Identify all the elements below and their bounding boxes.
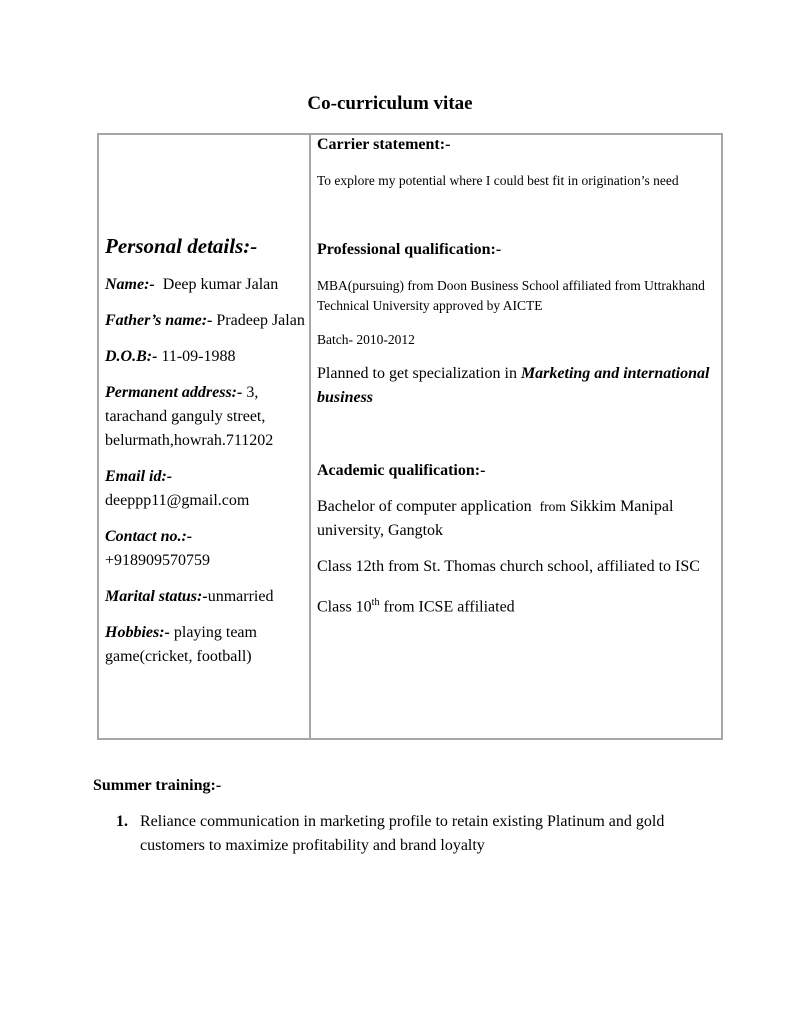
page-title: Co-curriculum vitae (307, 93, 473, 114)
class12-text: Class 12th from St. Thomas church school, affiliated to ISC (317, 558, 700, 575)
batch-text: Batch- 2010-2012 (317, 332, 415, 347)
summer-training-heading: Summer training:- (93, 777, 222, 794)
email-row (105, 465, 305, 513)
bca-from: from (539, 499, 566, 514)
list-item-number: 1. (116, 813, 128, 830)
address-label: Permanent address:- (105, 384, 243, 401)
career-heading: Carrier statement:- (317, 136, 451, 153)
hobbies-row (105, 621, 305, 669)
contact-label: Contact no.:- (105, 528, 193, 545)
column-divider (309, 133, 311, 740)
career-text: To explore my potential where I could best fit in origination’s need (317, 173, 679, 188)
class10-part-a: Class 10 (317, 598, 372, 616)
dob-row (105, 345, 305, 369)
hobbies-label: Hobbies:- (105, 624, 170, 641)
name-row (105, 273, 305, 297)
father-value: Pradeep Jalan (216, 312, 305, 329)
list-item (116, 810, 716, 858)
planned-emphasis: Marketing and international business (317, 365, 710, 406)
mba-text: MBA(pursuing) from Doon Business School affiliated from Uttrakhand Technical University approved by AICTE (317, 278, 705, 313)
name-label: Name:- (105, 276, 155, 293)
qualifications-column (317, 133, 717, 619)
father-label: Father’s name:- (105, 312, 213, 329)
class10-sup: th (371, 597, 380, 608)
name-value: Deep kumar Jalan (162, 276, 279, 293)
email-label: Email id:- (105, 468, 173, 485)
email-value: deeppp11@gmail.com (105, 492, 250, 509)
academic-heading: Academic qualification:- (317, 462, 486, 479)
bca-text (317, 495, 717, 543)
hobbies-value: playing team game(cricket, football) (105, 624, 257, 665)
summer-training-list (116, 810, 716, 858)
personal-details-heading: Personal details:- (105, 234, 258, 258)
address-value: 3, tarachand ganguly street, belurmath,howrah.711202 (105, 384, 274, 449)
contact-row (105, 525, 305, 573)
class10-part-b: from ICSE affiliated (383, 598, 515, 616)
dob-value: 11-09-1988 (161, 348, 236, 365)
contact-value: +918909570759 (105, 552, 211, 569)
professional-heading: Professional qualification:- (317, 241, 502, 258)
bca-part-a: Bachelor of computer application (317, 498, 532, 515)
address-row (105, 381, 305, 453)
marital-row (105, 585, 305, 609)
bca-part-b: Sikkim Manipal university, Gangtok (317, 498, 674, 539)
father-row (105, 309, 305, 333)
planned-text (317, 362, 717, 410)
marital-label: Marital status:- (105, 588, 208, 605)
personal-details-column (105, 231, 305, 681)
planned-prefix: Planned to get specialization in (317, 365, 517, 382)
list-item-text: Reliance communication in marketing profile to retain existing Platinum and gold customers to maximize profitability and brand loyalty (140, 813, 665, 854)
marital-value: unmarried (207, 588, 274, 605)
class10-text (317, 591, 717, 619)
dob-label: D.O.B:- (105, 348, 158, 365)
